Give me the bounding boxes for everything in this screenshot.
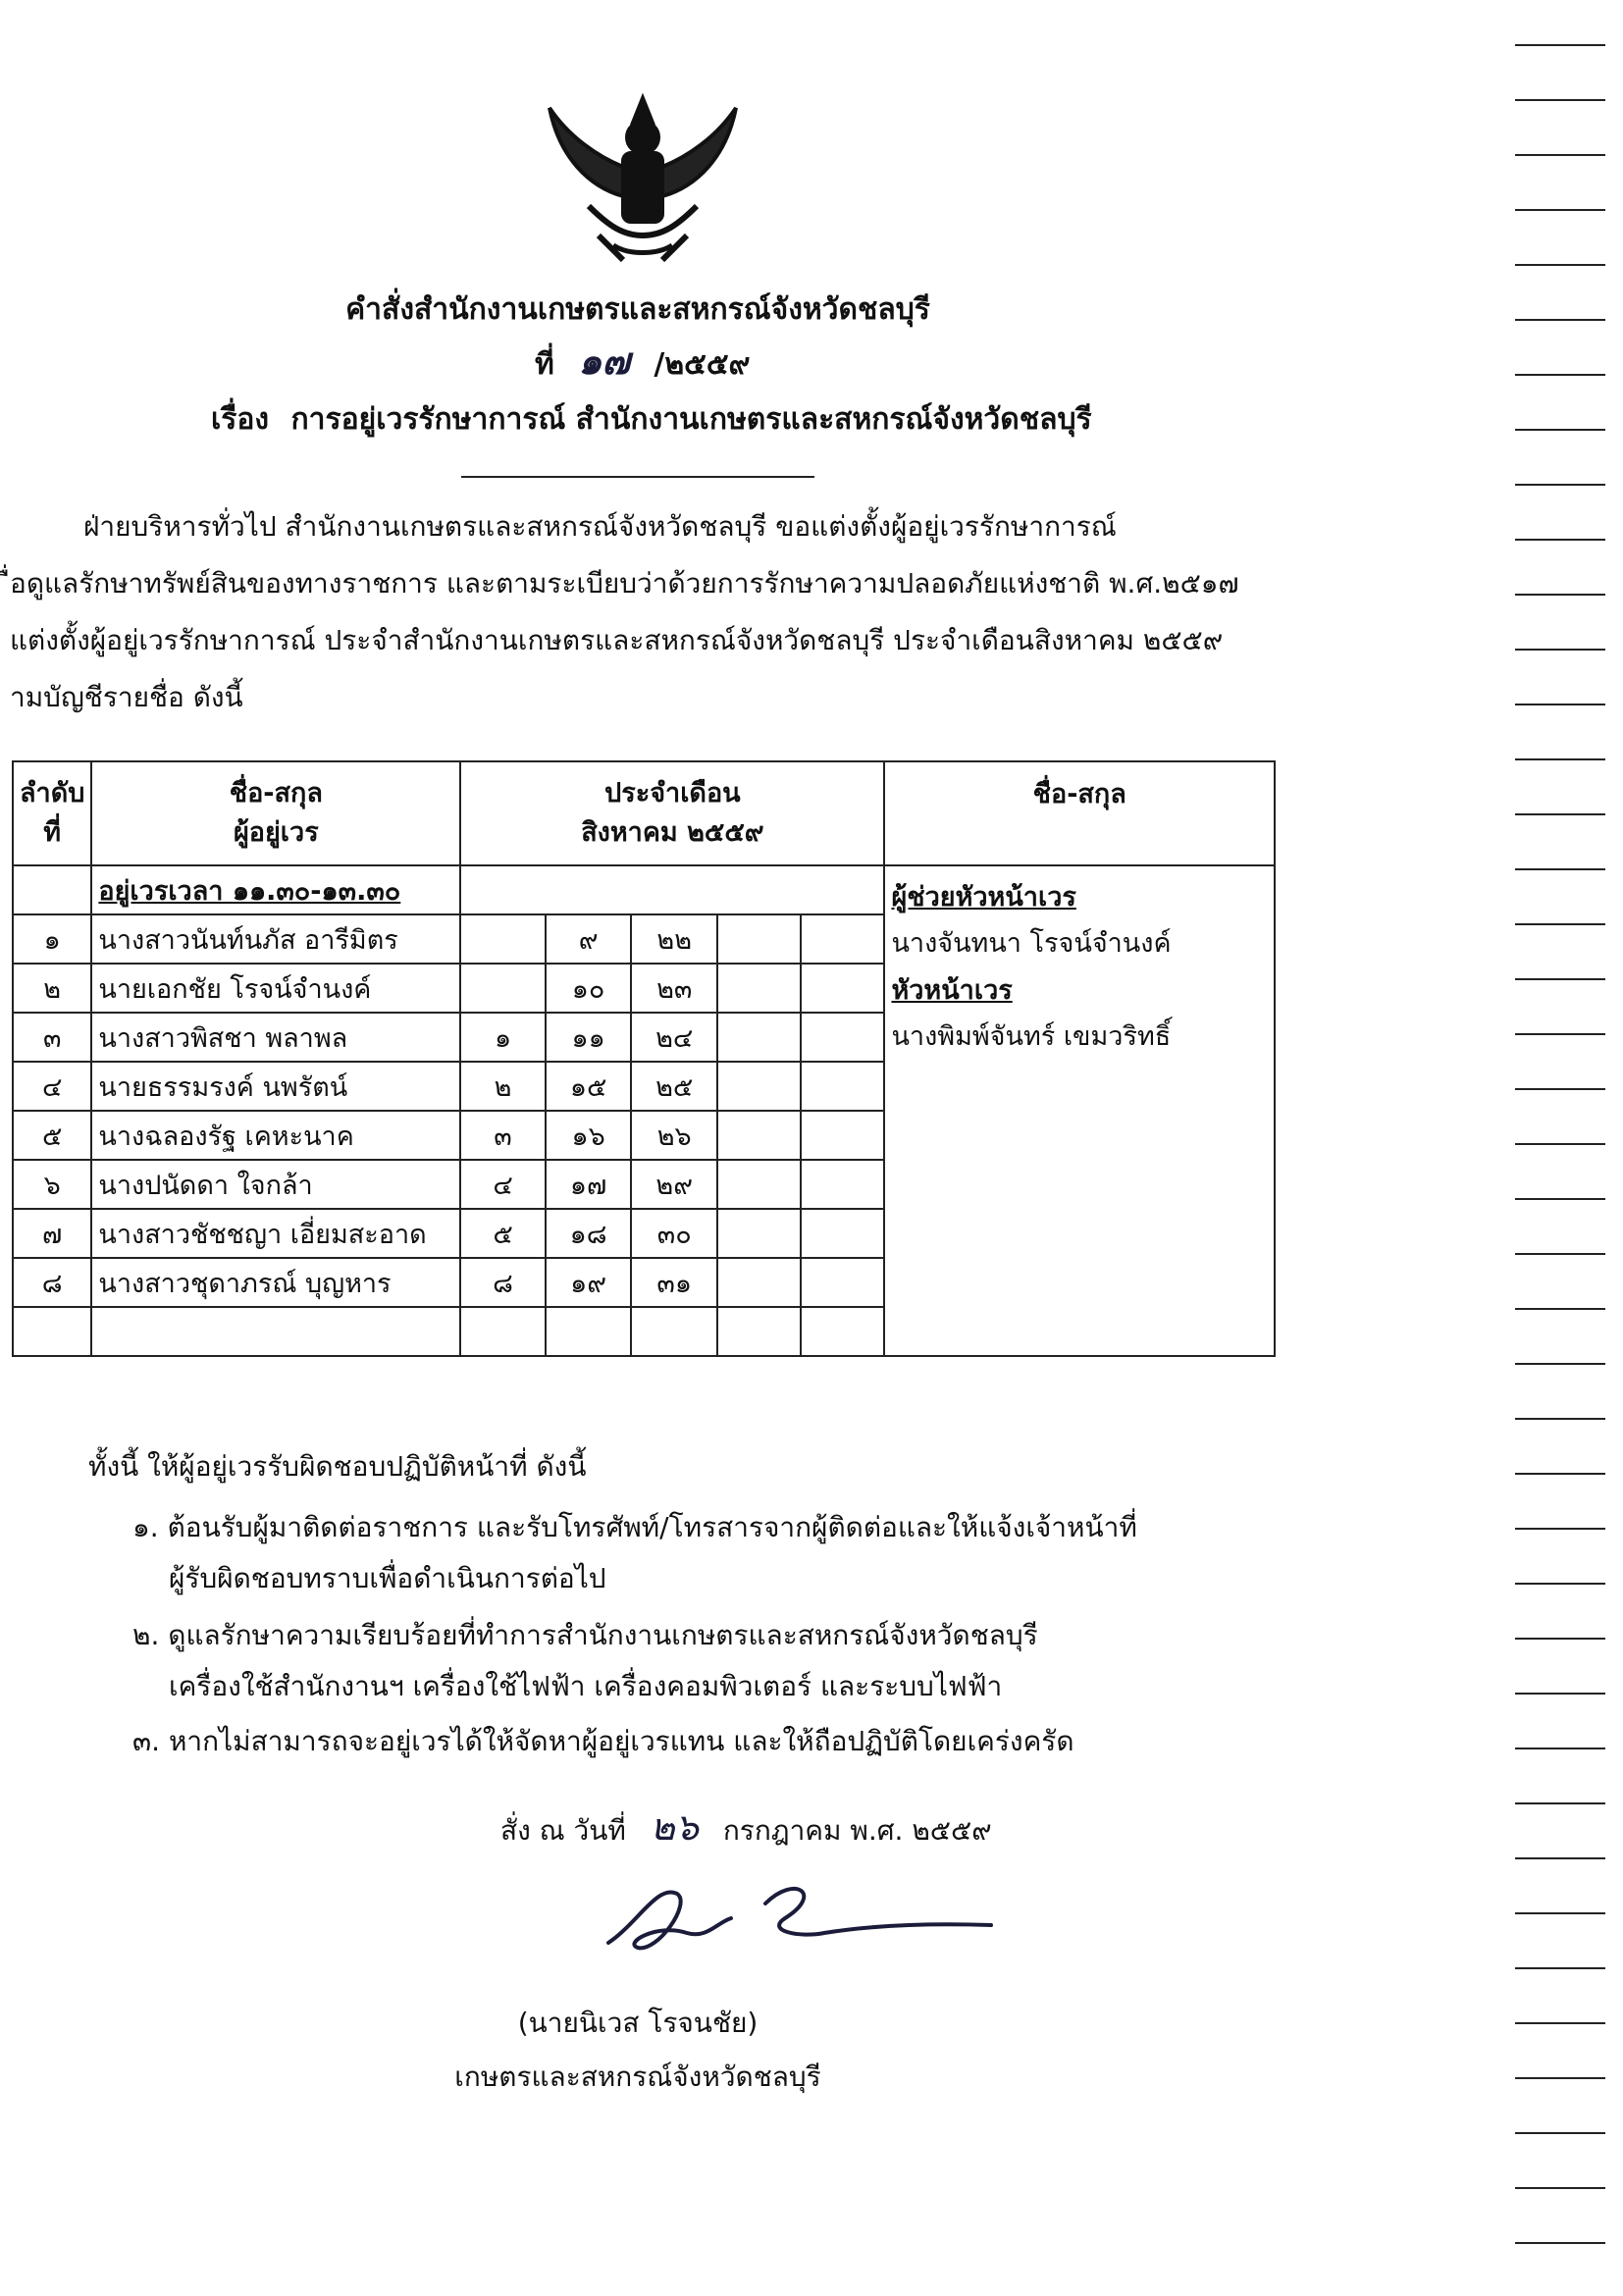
order-date [500,1805,992,1851]
assistant-head-name: นางจันทนา โรจน์จำนงค์ [891,928,1172,960]
order-number-prefix: ที่ [535,347,554,382]
binder-line [1515,1418,1605,1420]
row-day [717,1013,801,1062]
binder-line [1515,649,1605,651]
row-day: ๑๘ [546,1209,632,1258]
row-number: ๓ [13,1013,91,1062]
duty-roster-table [12,760,1276,1357]
row-day [460,964,546,1013]
header-name-line2: ผู้อยู่เวร [233,817,319,848]
row-day [460,914,546,964]
binder-line [1515,374,1605,376]
row-day: ๔ [460,1160,546,1209]
row-number: ๑ [13,914,91,964]
binder-line [1515,1912,1605,1914]
empty-cell [717,1307,801,1356]
header-name [91,761,460,865]
header-order-line1: ลำดับ [20,777,85,809]
subject-line [211,402,1092,438]
header-right-name-label: ชื่อ-สกุล [1032,779,1126,809]
binder-line [1515,2077,1605,2079]
intro-line-3: แต่งตั้งผู้อยู่เวรรักษาการณ์ ประจำสำนักงานเกษตรและสหกรณ์จังหวัดชลบุรี ประจำเดือนสิงหาคม ๒๕๕๙ [10,624,1224,656]
row-day: ๒๖ [631,1111,717,1160]
subject-text: การอยู่เวรรักษาการณ์ สำนักงานเกษตรและสหกรณ์จังหวัดชลบุรี [290,402,1092,437]
row-day: ๒๔ [631,1013,717,1062]
binder-line [1515,539,1605,541]
duty-item-2-line1: ๒. ดูแลรักษาความเรียบร้อยที่ทำการสำนักงานเกษตรและสหกรณ์จังหวัดชลบุรี [132,1619,1038,1651]
order-number [535,339,751,384]
empty-cell [13,1307,91,1356]
shift-time-cell [91,865,460,914]
row-day [717,1111,801,1160]
row-day [801,1160,884,1209]
binder-line [1515,1308,1605,1310]
binder-line [1515,2242,1605,2244]
binder-line [1515,2132,1605,2134]
binder-line [1515,1198,1605,1200]
head-title: หัวหน้าเวร [891,974,1013,1006]
binder-line [1515,44,1605,46]
signer-name: (นายนิเวส โรจนชัย) [517,2007,759,2039]
binder-line [1515,1143,1605,1145]
binder-line [1515,1967,1605,1969]
order-date-prefix: สั่ง ณ วันที่ [500,1814,626,1847]
row-name: นางสาวชุดาภรณ์ บุญหาร [91,1258,460,1307]
duty-item-3: ๓. หากไม่สามารถจะอยู่เวรได้ให้จัดหาผู้อยู่เวรแทน และให้ถือปฏิบัติโดยเคร่งครัด [132,1725,1074,1757]
binder-line [1515,704,1605,705]
binder-line [1515,264,1605,266]
duties-intro: ทั้งนี้ ให้ผู้อยู่เวรรับผิดชอบปฏิบัติหน้าที่ ดังนี้ [88,1450,587,1483]
intro-line-4: ามบัญชีรายชื่อ ดังนี้ [10,681,243,713]
order-number-suffix: /๒๕๕๙ [654,347,751,382]
signer-position: เกษตรและสหกรณ์จังหวัดชลบุรี [454,2061,821,2093]
row-day: ๑๗ [546,1160,632,1209]
header-right-name [884,761,1275,865]
row-number: ๗ [13,1209,91,1258]
header-month-line2: สิงหาคม ๒๕๕๙ [581,817,764,848]
shift-time-row [13,865,1275,914]
intro-line-2: ื่อดูแลรักษาทรัพย์สินของทางราชการ และตามระเบียบว่าด้วยการรักษาความปลอดภัยแห่งชาติ พ.ศ.๒๕๑๗ [10,567,1239,600]
row-day: ๓๑ [631,1258,717,1307]
binder-line [1515,868,1605,870]
binder-line [1515,1857,1605,1859]
row-day [717,914,801,964]
row-day: ๑๖ [546,1111,632,1160]
binder-line [1515,1583,1605,1585]
subject-label: เรื่อง [211,402,270,437]
order-date-day-handwritten: ๒๖ [650,1805,699,1849]
row-day: ๘ [460,1258,546,1307]
assistant-head-title: ผู้ช่วยหัวหน้าเวร [891,882,1076,913]
handwritten-signature [599,1864,1011,1972]
binder-line [1515,758,1605,760]
empty-cell [801,1307,884,1356]
header-name-line1: ชื่อ-สกุล [229,777,323,809]
row-number: ๖ [13,1160,91,1209]
binder-line [1515,319,1605,321]
header-order [13,761,91,865]
row-name: นางสาวชัชชญา เอี่ยมสะอาด [91,1209,460,1258]
duty-item-2-line2: เครื่องใช้สำนักงานฯ เครื่องใช้ไฟฟ้า เครื่องคอมพิวเตอร์ และระบบไฟฟ้า [169,1670,1003,1702]
row-name: นางปนัดดา ใจกล้า [91,1160,460,1209]
table-header-row [13,761,1275,865]
row-number: ๘ [13,1258,91,1307]
row-day: ๓๐ [631,1209,717,1258]
order-title: คำสั่งสำนักงานเกษตรและสหกรณ์จังหวัดชลบุรี [345,292,930,327]
row-day [801,1209,884,1258]
binder-strip [1515,0,1623,2296]
row-day: ๑๑ [546,1013,632,1062]
row-name: นายเอกชัย โรจน์จำนงค์ [91,964,460,1013]
row-number: ๒ [13,964,91,1013]
header-order-line2: ที่ [43,817,62,848]
row-number: ๔ [13,1062,91,1111]
binder-line [1515,1253,1605,1255]
row-day [717,1258,801,1307]
row-day [717,1209,801,1258]
row-day: ๑๕ [546,1062,632,1111]
binder-line [1515,978,1605,980]
row-day: ๒ [460,1062,546,1111]
row-number: ๕ [13,1111,91,1160]
row-day: ๑๙ [546,1258,632,1307]
binder-line [1515,923,1605,925]
binder-line [1515,1802,1605,1804]
header-divider [461,476,814,478]
binder-line [1515,2022,1605,2024]
binder-line [1515,1693,1605,1695]
row-day: ๓ [460,1111,546,1160]
row-day: ๒๙ [631,1160,717,1209]
order-number-handwritten: ๑๗ [578,339,630,383]
binder-line [1515,1748,1605,1749]
row-day: ๒๒ [631,914,717,964]
empty-cell [631,1307,717,1356]
binder-line [1515,154,1605,156]
shift-time-label: อยู่เวรเวลา ๑๑.๓๐-๑๓.๓๐ [98,875,401,907]
shift-time-blank [460,865,884,914]
row-day [717,1160,801,1209]
binder-line [1515,1638,1605,1640]
row-name: นายธรรมรงค์ นพรัตน์ [91,1062,460,1111]
binder-line [1515,2187,1605,2189]
duty-heads-cell [884,865,1275,1356]
row-day: ๙ [546,914,632,964]
empty-cell [546,1307,632,1356]
binder-line [1515,1528,1605,1530]
row-name: นางสาวพิสชา พลาพล [91,1013,460,1062]
binder-line [1515,484,1605,486]
binder-line [1515,594,1605,596]
row-day [801,1258,884,1307]
row-day [801,964,884,1013]
row-day [801,914,884,964]
garuda-emblem-icon [530,88,756,270]
binder-line [1515,813,1605,815]
binder-line [1515,1363,1605,1365]
row-day: ๒๕ [631,1062,717,1111]
binder-line [1515,1088,1605,1090]
head-name: นางพิมพ์จันทร์ เขมวริทธิ์ [891,1020,1172,1052]
row-day: ๑๐ [546,964,632,1013]
shift-time-order-cell [13,865,91,914]
binder-line [1515,429,1605,431]
row-day: ๕ [460,1209,546,1258]
row-name: นางสาวนันท์นภัส อารีมิตร [91,914,460,964]
row-day [801,1062,884,1111]
row-day [717,964,801,1013]
binder-line [1515,209,1605,211]
empty-cell [460,1307,546,1356]
row-day [717,1062,801,1111]
duty-item-1-line2: ผู้รับผิดชอบทราบเพื่อดำเนินการต่อไป [169,1562,606,1594]
row-name: นางฉลองรัฐ เคหะนาค [91,1111,460,1160]
header-month-line1: ประจำเดือน [604,777,741,809]
row-day: ๑ [460,1013,546,1062]
binder-line [1515,99,1605,101]
order-date-rest: กรกฎาคม พ.ศ. ๒๕๕๙ [722,1814,992,1847]
intro-line-1: ฝ่ายบริหารทั่วไป สำนักงานเกษตรและสหกรณ์จังหวัดชลบุรี ขอแต่งตั้งผู้อยู่เวรรักษาการณ์ [83,510,1117,543]
row-day [801,1013,884,1062]
row-day [801,1111,884,1160]
binder-line [1515,1033,1605,1035]
row-day: ๒๓ [631,964,717,1013]
header-month [460,761,884,865]
duty-item-1-line1: ๑. ต้อนรับผู้มาติดต่อราชการ และรับโทรศัพท์/โทรสารจากผู้ติดต่อและให้แจ้งเจ้าหน้าที่ [132,1511,1137,1543]
empty-cell [91,1307,460,1356]
binder-line [1515,1473,1605,1475]
